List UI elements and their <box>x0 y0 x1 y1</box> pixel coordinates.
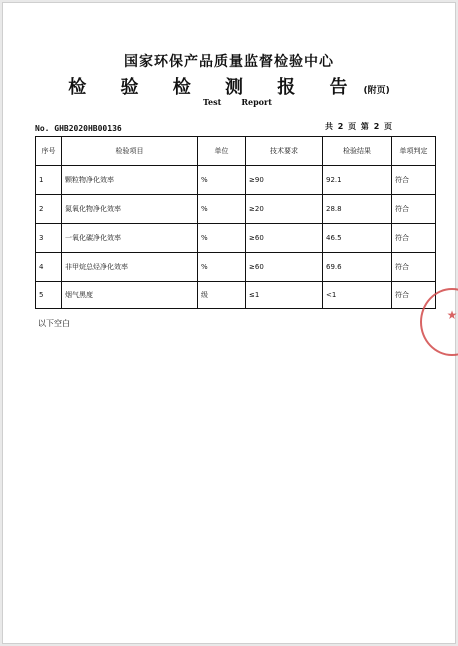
header-verdict: 单项判定 <box>392 137 436 166</box>
cell-verdict: 符合 <box>392 253 436 282</box>
cell-unit: 级 <box>198 282 246 309</box>
table-header-row <box>36 137 436 166</box>
cell-index: 5 <box>36 282 62 309</box>
cell-index: 3 <box>36 224 62 253</box>
cell-result: 92.1 <box>323 166 392 195</box>
page-count: 共 2 页 第 2 页 <box>325 122 394 131</box>
cell-requirement: ≥20 <box>246 195 323 224</box>
cell-unit: % <box>198 166 246 195</box>
cell-unit: % <box>198 253 246 282</box>
title-row <box>3 73 455 99</box>
report-page <box>2 2 456 644</box>
cell-item: 颗粒物净化效率 <box>62 166 198 195</box>
cell-index: 1 <box>36 166 62 195</box>
report-subtitle <box>203 97 272 107</box>
table-row <box>36 224 436 253</box>
cell-item: 烟气黑度 <box>62 282 198 309</box>
cell-result: 46.5 <box>323 224 392 253</box>
cell-verdict: 符合 <box>392 195 436 224</box>
results-table <box>35 136 436 309</box>
cell-verdict: 符合 <box>392 282 436 309</box>
cell-unit: % <box>198 224 246 253</box>
cell-requirement: ≥90 <box>246 166 323 195</box>
header-unit: 单位 <box>198 137 246 166</box>
organization-name: 国家环保产品质量监督检验中心 <box>124 54 334 70</box>
cell-item: 非甲烷总烃净化效率 <box>62 253 198 282</box>
cell-unit: % <box>198 195 246 224</box>
seal-star-icon: ★ <box>446 308 458 322</box>
table-row <box>36 253 436 282</box>
cell-requirement: ≥60 <box>246 224 323 253</box>
subtitle-report: Report <box>241 97 272 107</box>
cell-result: 69.6 <box>323 253 392 282</box>
table-row <box>36 282 436 309</box>
cell-result: 28.8 <box>323 195 392 224</box>
cell-item: 氮氧化物净化效率 <box>62 195 198 224</box>
header-requirement: 技术要求 <box>246 137 323 166</box>
table-row <box>36 195 436 224</box>
cell-index: 2 <box>36 195 62 224</box>
subtitle-test: Test <box>203 97 222 107</box>
end-of-content-note: 以下空白 <box>38 319 70 328</box>
report-title: 检 验 检 测 报 告 <box>68 77 362 98</box>
appendix-label: (附页) <box>363 86 390 96</box>
report-number: No. GHB2020HB00136 <box>35 124 122 133</box>
cell-verdict: 符合 <box>392 166 436 195</box>
cell-verdict: 符合 <box>392 224 436 253</box>
cell-item: 一氧化碳净化效率 <box>62 224 198 253</box>
cell-requirement: ≤1 <box>246 282 323 309</box>
cell-index: 4 <box>36 253 62 282</box>
header-item: 检验项目 <box>62 137 198 166</box>
header-result: 检验结果 <box>323 137 392 166</box>
cell-requirement: ≥60 <box>246 253 323 282</box>
header-index: 序号 <box>36 137 62 166</box>
table-row <box>36 166 436 195</box>
cell-result: <1 <box>323 282 392 309</box>
